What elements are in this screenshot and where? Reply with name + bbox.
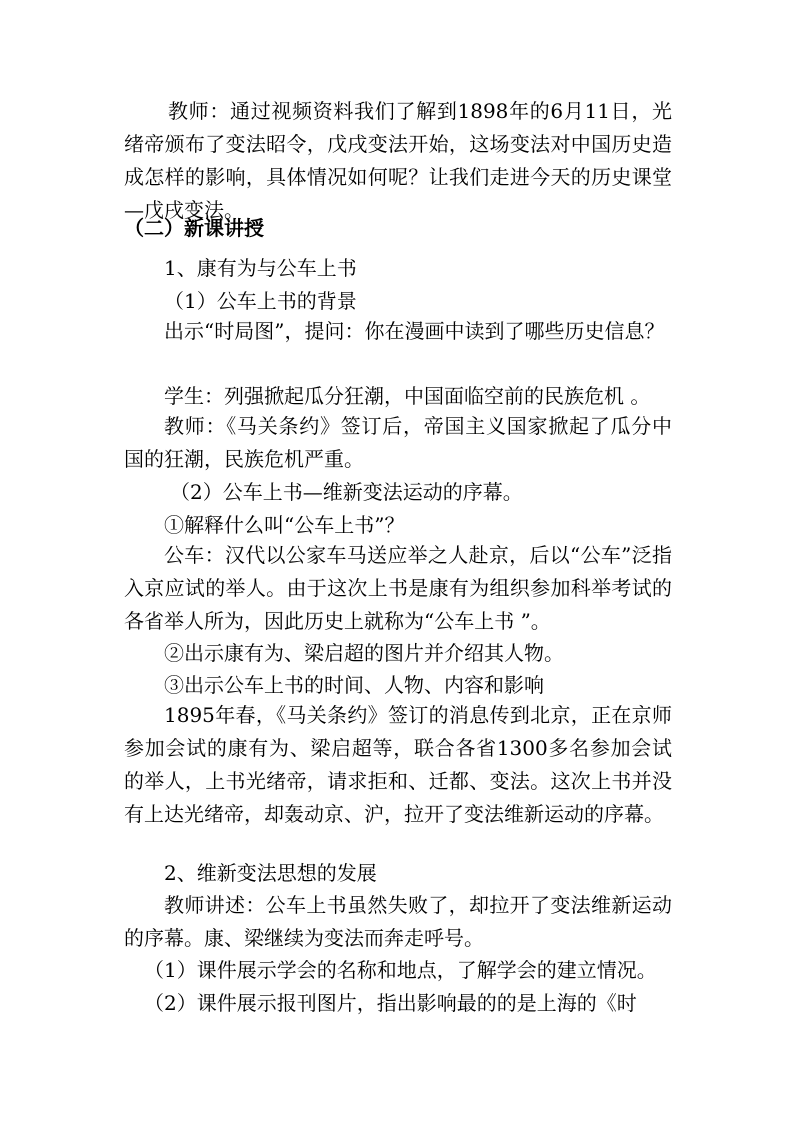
heading-2: 2、维新变法思想的发展	[164, 861, 377, 885]
intro-paragraph: 教师：通过视频资料我们了解到1898年的6月11日，光绪帝颁布了变法昭令，戊戌变法开始，这场变法对中国历史造成怎样的影响，具体情况如何呢？让我们走进今天的历史课堂—戊戌变法。	[124, 99, 672, 222]
list-item-5: （2）课件展示报刊图片，指出影响最的的是上海的《时	[144, 991, 637, 1015]
year-1895-paragraph: 1895年春，《马关条约》签订的消息传到北京，正在京师参加会试的康有为、梁启超等，联合各省1300多名参加会试的举人，上书光绪帝，请求拒和、迁都、变法。这次上书并没有上达光绪帝，却轰动京、沪，拉开了变法维新运动的序幕。	[124, 703, 672, 826]
teacher-paragraph-1: 教师：《马关条约》签订后，帝国主义国家掀起了瓜分中国的狂潮，民族危机严重。	[124, 414, 672, 471]
section-heading: （二）新课讲授	[124, 216, 264, 240]
list-item-2: ②出示康有为、梁启超的图片并介绍其人物。	[164, 641, 564, 665]
student-paragraph: 学生：列强掀起瓜分狂潮，中国面临空前的民族危机 。	[164, 384, 651, 408]
subheading-1-2: （2）公车上书—维新变法运动的序幕。	[170, 480, 523, 504]
list-item-1: ①解释什么叫“公车上书”？	[164, 513, 405, 537]
show-map-paragraph: 出示“时局图”，提问：你在漫画中读到了哪些历史信息？	[164, 319, 665, 343]
list-item-3: ③出示公车上书的时间、人物、内容和影响	[164, 673, 544, 697]
teacher-paragraph-2: 教师讲述：公车上书虽然失败了，却拉开了变法维新运动的序幕。康、梁继续为变法而奔走呼号。	[124, 893, 672, 950]
gongche-paragraph: 公车：汉代以公家车马送应举之人赴京，后以“公车”泛指入京应试的举人。由于这次上书是康有为组织参加科举考试的各省举人所为，因此历史上就称为“公车上书 ”。	[124, 543, 672, 633]
list-item-4: （1）课件展示学会的名称和地点，了解学会的建立情况。	[144, 958, 657, 982]
subheading-1-1: （1）公车上书的背景	[164, 289, 357, 313]
heading-1: 1、康有为与公车上书	[164, 256, 357, 280]
